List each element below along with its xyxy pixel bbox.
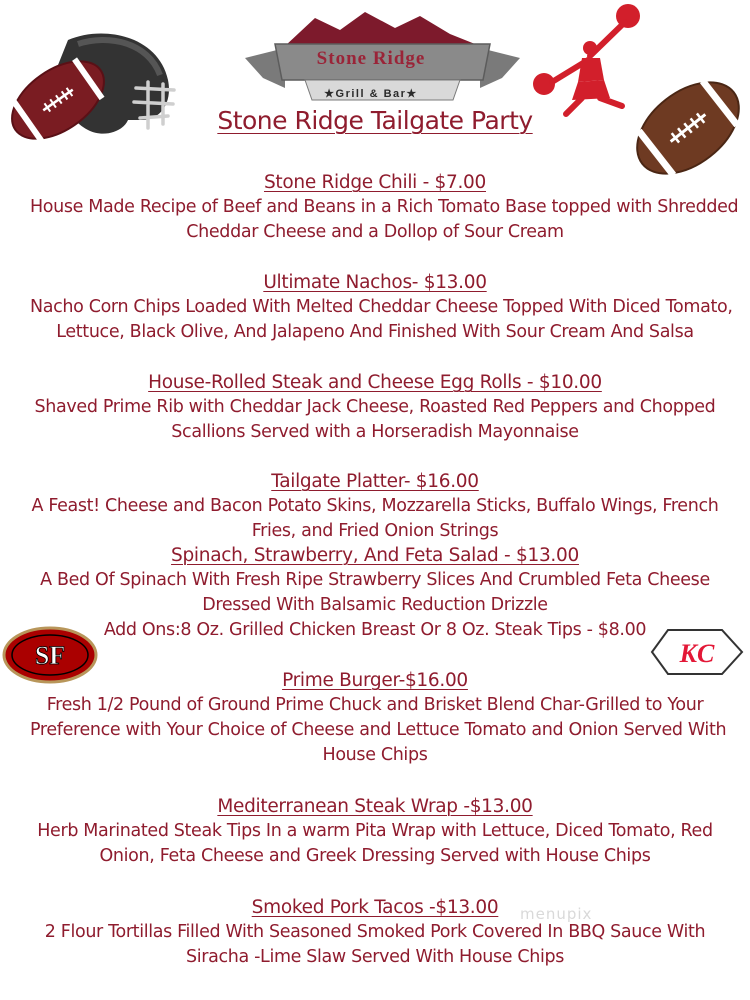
- description-line: Preference with Your Choice of Cheese and Lettuce Tomato and Onion Served With: [30, 720, 727, 740]
- sf-logo-text: SF: [34, 641, 66, 670]
- description-line: House Made Recipe of Beef and Beans in a Rich Tomato Base topped with Shredded: [30, 197, 739, 217]
- menu-item-description: [30, 195, 739, 245]
- watermark: menupix: [520, 905, 593, 923]
- menu-item-salad: [30, 543, 720, 643]
- menu-item-chili: [30, 170, 739, 245]
- description-line: Dressed With Balsamic Reduction Drizzle: [202, 595, 548, 615]
- description-line: A Bed Of Spinach With Fresh Ripe Strawberry Slices And Crumbled Feta Cheese: [40, 570, 710, 590]
- menu-item-pork-tacos: [30, 895, 720, 970]
- logo-name: Stone Ridge: [316, 48, 426, 69]
- menu-item-description: [30, 494, 720, 544]
- menu-item-nachos: [30, 270, 733, 345]
- description-line: Shaved Prime Rib with Cheddar Jack Cheese, Roasted Red Peppers and Chopped: [34, 397, 716, 417]
- menu-item-description: [30, 295, 733, 345]
- description-line: Scallions Served with a Horseradish Mayonnaise: [171, 422, 579, 442]
- description-line: Siracha -Lime Slaw Served With House Chips: [185, 947, 565, 967]
- description-line: Herb Marinated Steak Tips In a warm Pita Wrap with Lettuce, Diced Tomato, Red: [37, 821, 713, 841]
- menu-item-steak-wrap: [30, 794, 720, 869]
- menu-item-title: Mediterranean Steak Wrap -$13.00: [217, 796, 533, 817]
- menu-item-description: [30, 819, 720, 869]
- menu-item-title: Smoked Pork Tacos -$13.00: [251, 897, 499, 918]
- menu-item-title: Stone Ridge Chili - $7.00: [263, 172, 486, 193]
- description-line: House Chips: [322, 745, 428, 765]
- description-line: 2 Flour Tortillas Filled With Seasoned Smoked Pork Covered In BBQ Sauce With: [44, 922, 706, 942]
- menu-item-prime-burger: [30, 668, 727, 768]
- menu-item-description: [30, 568, 720, 643]
- description-line: A Feast! Cheese and Bacon Potato Skins, Mozzarella Sticks, Buffalo Wings, French: [31, 496, 719, 516]
- page-title: Stone Ridge Tailgate Party: [217, 106, 533, 135]
- kc-logo-text: KC: [679, 639, 715, 668]
- sf-49ers-logo-icon: [2, 626, 98, 684]
- description-line: Nacho Corn Chips Loaded With Melted Cheddar Cheese Topped With Diced Tomato,: [30, 297, 733, 317]
- description-line: Onion, Feta Cheese and Greek Dressing Served with House Chips: [99, 846, 651, 866]
- add-ons-line: Add Ons:8 Oz. Grilled Chicken Breast Or 8 Oz. Steak Tips - $8.00: [103, 620, 647, 640]
- football-icon: [628, 70, 748, 185]
- kc-chiefs-logo-icon: [648, 624, 744, 680]
- menu-item-egg-rolls: [30, 370, 720, 445]
- description-line: Cheddar Cheese and a Dollop of Sour Cream: [186, 222, 564, 242]
- logo-subtitle: ★Grill & Bar★: [324, 88, 418, 100]
- menu-item-title: Prime Burger-$16.00: [282, 670, 468, 691]
- menu-item-description: [30, 920, 720, 970]
- menu-item-title: House-Rolled Steak and Cheese Egg Rolls - $10.00: [148, 372, 602, 393]
- description-line: Fries, and Fried Onion Strings: [251, 521, 499, 541]
- menu-item-title: Tailgate Platter- $16.00: [271, 471, 479, 492]
- description-line: Fresh 1/2 Pound of Ground Prime Chuck and Brisket Blend Char-Grilled to Your: [46, 695, 704, 715]
- menu-item-description: [30, 395, 720, 445]
- stone-ridge-logo: [245, 8, 520, 108]
- menu-item-tailgate-platter: [30, 469, 720, 544]
- menu-item-description: [30, 693, 727, 768]
- description-line: Lettuce, Black Olive, And Jalapeno And Finished With Sour Cream And Salsa: [56, 322, 694, 342]
- menu-item-title: Ultimate Nachos- $13.00: [263, 272, 487, 293]
- menu-item-title: Spinach, Strawberry, And Feta Salad - $13.00: [171, 545, 579, 566]
